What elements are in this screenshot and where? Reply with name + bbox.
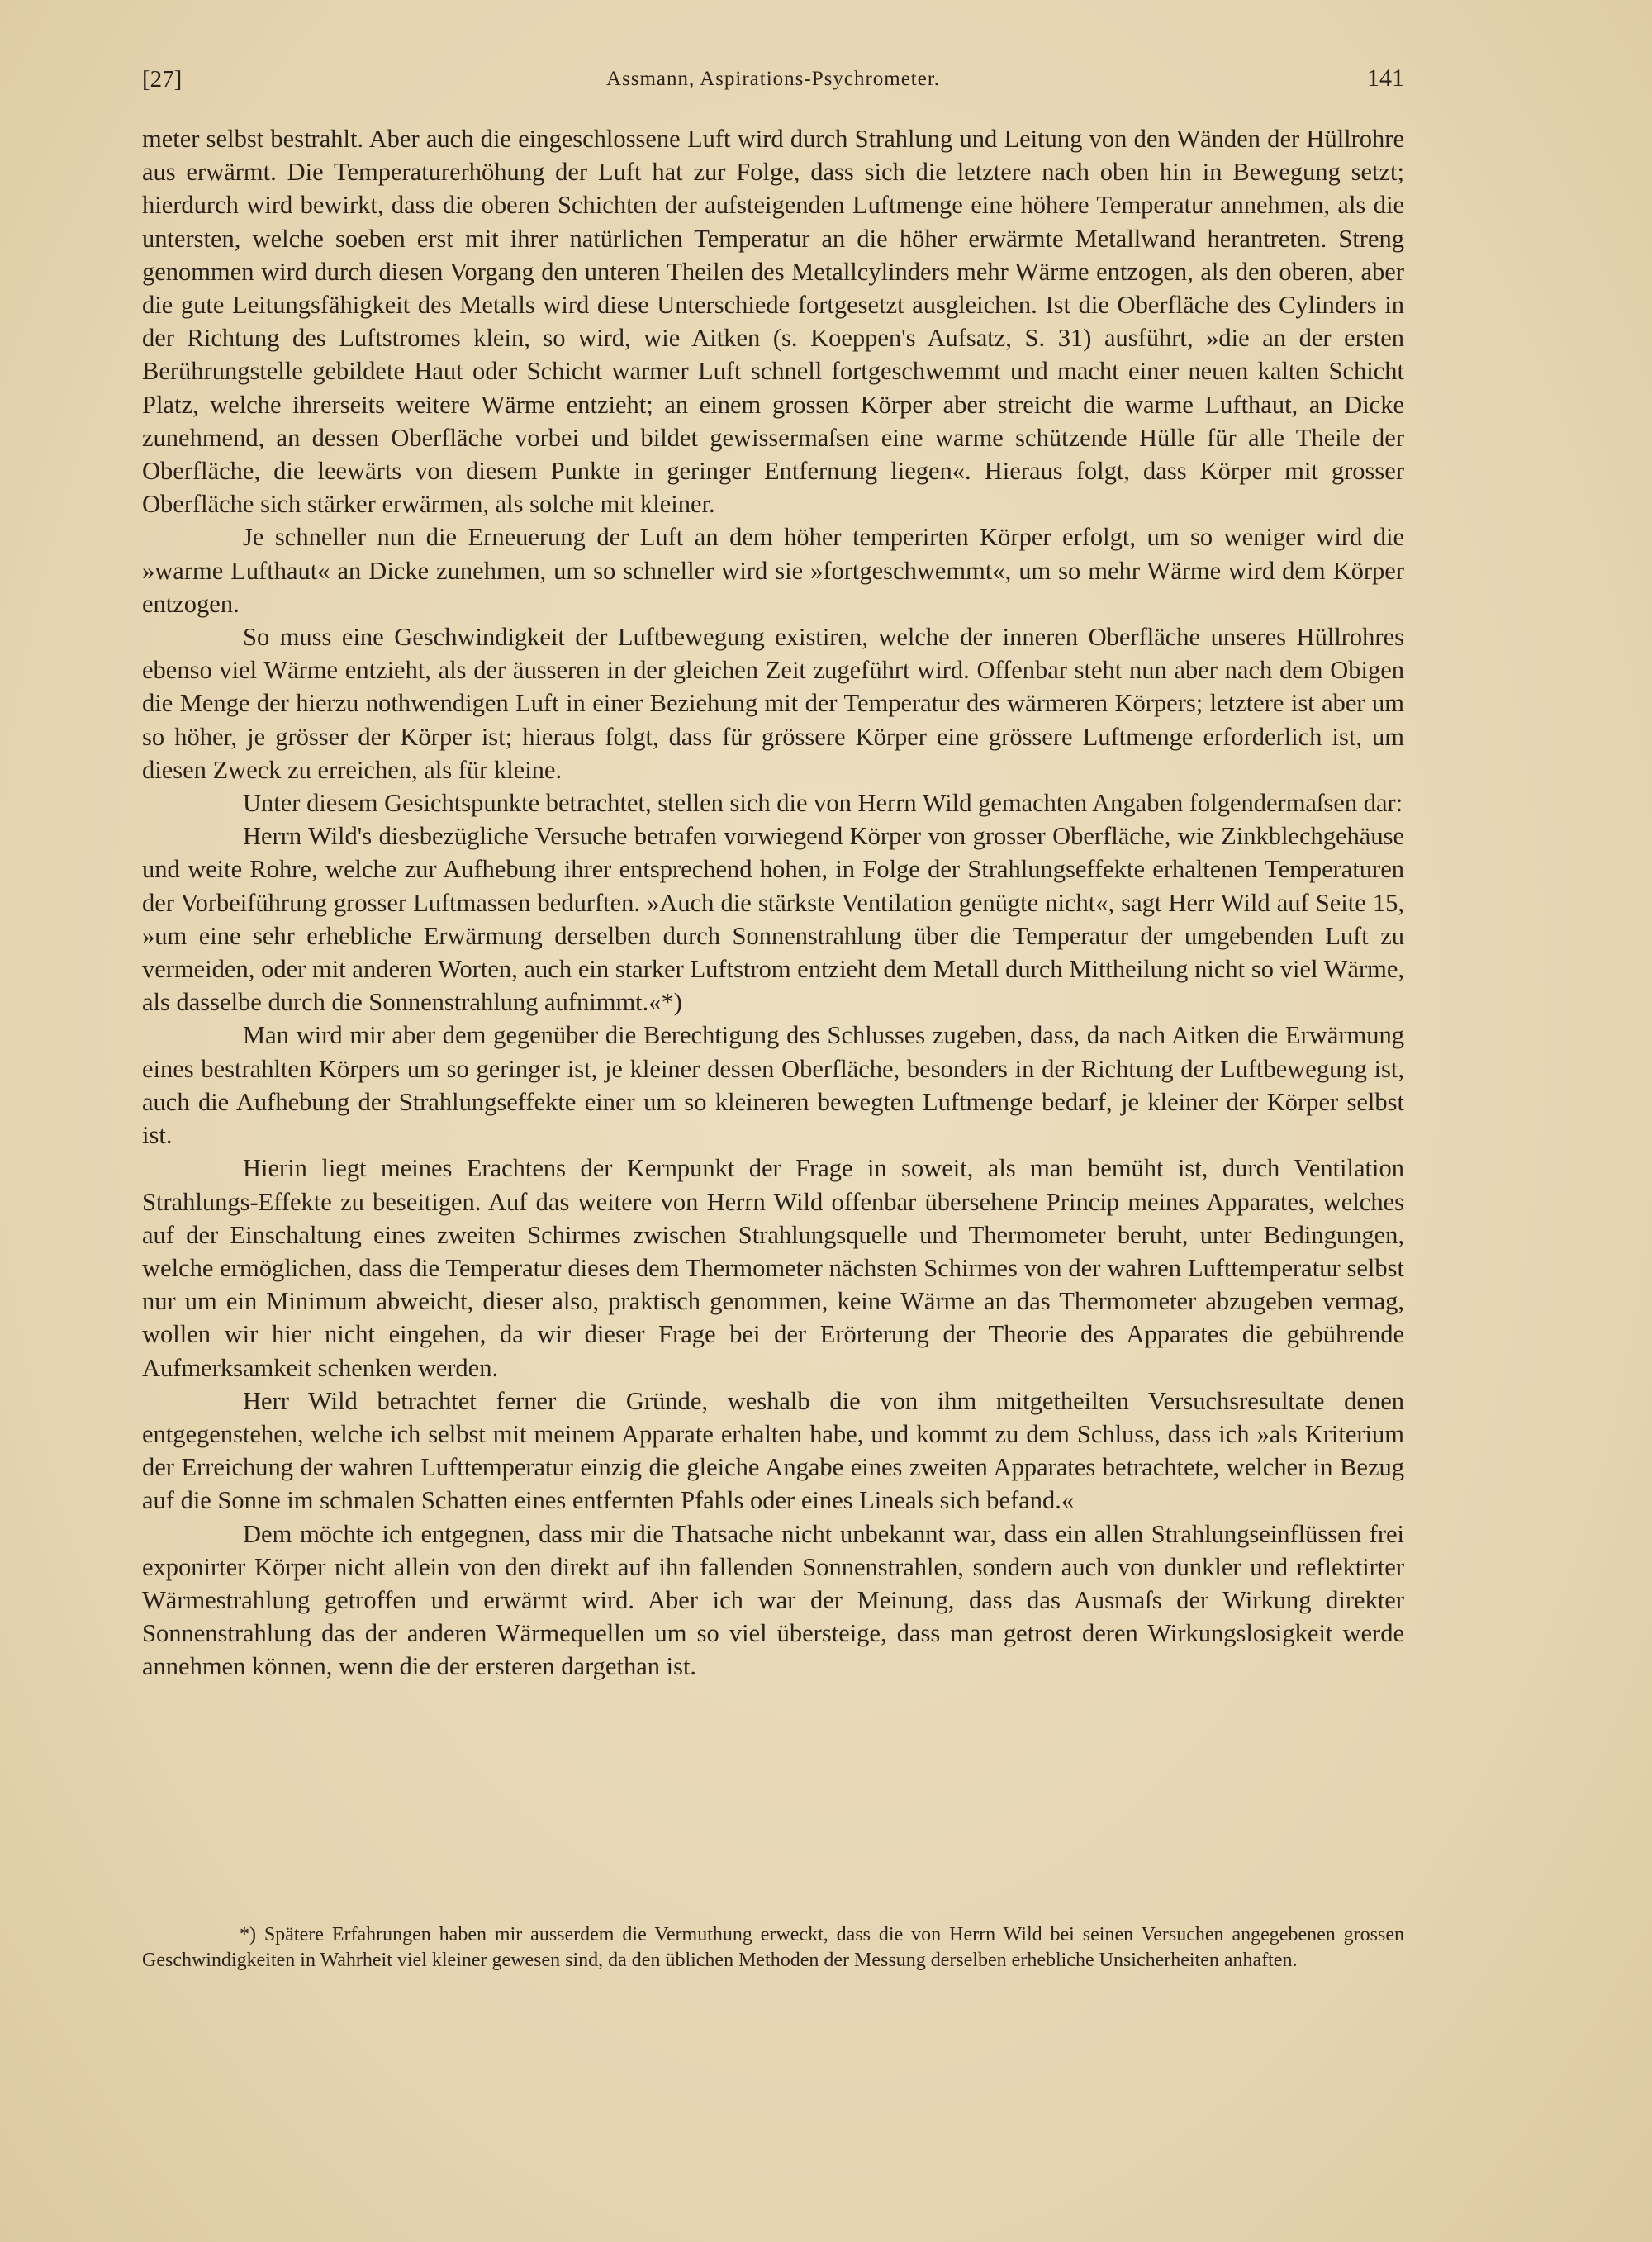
page-reference: [27]: [142, 66, 183, 93]
page-number: 141: [1367, 64, 1404, 92]
paragraph-continued: meter selbst bestrahlt. Aber auch die eingeschlossene Luft wird durch Strahlung und Leitung von den Wänden der Hüllrohre aus erwärmt. Die Temperaturerhöhung der Luft hat zur Folge, dass sich die letztere nach oben hin in Bewegung setzt; hierdurch wird bewirkt, dass die oberen Schichten der aufsteigenden Luftmenge eine höhere Temperatur annehmen, als die untersten, welche soeben erst mit ihrer natürlichen Temperatur an die höher erwärmte Metallwand herantreten. Streng genommen wird durch diesen Vorgang den unteren Theilen des Metallcylinders mehr Wärme entzogen, als den oberen, aber die gute Leitungsfähigkeit des Metalls wird diese Unterschiede fortgesetzt ausgleichen. Ist die Oberfläche des Cylinders in der Richtung des Luftstromes klein, so wird, wie Aitken (s. Koeppen's Aufsatz, S. 31) ausführt, »die an der ersten Berührungstelle gebildete Haut oder Schicht warmer Luft schnell fortgeschwemmt und macht einer neuen kalten Schicht Platz, welche ihrerseits weitere Wärme entzieht; an einem grossen Körper aber streicht die warme Lufthaut, an Dicke zunehmend, an dessen Oberfläche vorbei und bildet gewissermaſsen eine warme schützende Hülle für alle Theile der Oberfläche, die leewärts von diesem Punkte in geringer Entfernung liegen«. Hieraus folgt, dass Körper mit grosser Oberfläche sich stärker erwärmen, als solche mit kleiner.: [142, 125, 1404, 519]
paragraph: Herr Wild betrachtet ferner die Gründe, weshalb die von ihm mitgetheilten Versuchsresultate denen entgegenstehen, welche ich selbst mit meinem Apparate erhalten habe, und kommt zu dem Schluss, dass ich »als Kriterium der Erreichung der wahren Lufttemperatur einzig die gleiche Angabe eines zweiten Apparates betrachtete, welcher in Bezug auf die Sonne im schmalen Schatten eines entfernten Pfahls oder eines Lineals sich befand.«: [142, 1386, 1404, 1515]
running-title: Assmann, Aspirations-Psychrometer.: [605, 68, 941, 90]
footnote: [142, 1922, 1404, 1973]
paragraph: Hierin liegt meines Erachtens der Kernpunkt der Frage in soweit, als man bemüht ist, durch Ventilation Strahlungs-Effekte zu beseitigen. Auf das weitere von Herrn Wild offenbar übersehene Princip meines Apparates, welches auf der Einschaltung eines zweiten Schirmes zwischen Strahlungsquelle und Thermometer beruht, unter Bedingungen, welche ermöglichen, dass die Temperatur dieses dem Thermometer nächsten Schirmes von der wahren Lufttemperatur selbst nur um ein Minimum abweicht, dieser also, praktisch genommen, keine Wärme an das Thermometer abzugeben vermag, wollen wir hier nicht eingehen, da wir dieser Frage bei der Erörterung der Theorie des Apparates die gebührende Aufmerksamkeit schenken werden.: [142, 1154, 1404, 1382]
footnote-text: *) Spätere Erfahrungen haben mir ausserdem die Vermuthung erweckt, dass die von Herrn Wild bei seinen Versuchen angegebenen grossen Geschwindigkeiten in Wahrheit viel kleiner gewesen sind, da den üblichen Methoden der Messung derselben erhebliche Unsicherheiten anhaften.: [142, 1924, 1404, 1971]
paragraph: Dem möchte ich entgegnen, dass mir die Thatsache nicht unbekannt war, dass ein allen Strahlungseinflüssen frei exponirter Körper nicht allein von den direkt auf ihn fallenden Sonnenstrahlen, sondern auch von dunkler und reflektirter Wärmestrahlung getroffen und erwärmt wird. Aber ich war der Meinung, dass das Ausmaſs der Wirkung direkter Sonnenstrahlung das der anderen Wärmequellen um so viel übersteige, dass man getrost deren Wirkungslosigkeit werde annehmen können, wenn die der ersteren dargethan ist.: [142, 1519, 1404, 1681]
body-text: [142, 122, 1404, 1684]
paragraph: Herrn Wild's diesbezügliche Versuche betrafen vorwiegend Körper von grosser Oberfläche, wie Zinkblechgehäuse und weite Rohre, welche zur Aufhebung ihrer entsprechend hohen, in Folge der Strahlungseffekte erhaltenen Temperaturen der Vorbeiführung grosser Luftmassen bedurften. »Auch die stärkste Ventilation genügte nicht«, sagt Herr Wild auf Seite 15, »um eine sehr erhebliche Erwärmung derselben durch Sonnenstrahlung über die Temperatur der umgebenden Luft zu vermeiden, oder mit anderen Worten, auch ein starker Luftstrom entzieht dem Metall durch Mittheilung nicht so viel Wärme, als dasselbe durch die Sonnenstrahlung aufnimmt.«*): [142, 822, 1404, 1017]
running-header: [142, 61, 1404, 102]
paragraph: Unter diesem Gesichtspunkte betrachtet, stellen sich die von Herrn Wild gemachten Angaben folgendermaſsen dar:: [243, 789, 1403, 818]
paragraph: So muss eine Geschwindigkeit der Luftbewegung existiren, welche der inneren Oberfläche unseres Hüllrohres ebenso viel Wärme entzieht, als der äusseren in der gleichen Zeit zugeführt wird. Offenbar steht nun aber nach dem Obigen die Menge der hierzu nothwendigen Luft in einer Beziehung mit der Temperatur des wärmeren Körpers; letztere ist aber um so höher, je grösser der Körper ist; hieraus folgt, dass für grössere Körper eine grössere Luftmenge erforderlich ist, um diesen Zweck zu erreichen, als für kleine.: [142, 623, 1404, 784]
paragraph: Man wird mir aber dem gegenüber die Berechtigung des Schlusses zugeben, dass, da nach Aitken die Erwärmung eines bestrahlten Körpers um so geringer ist, je kleiner dessen Oberfläche, besonders in der Richtung der Luftbewegung ist, auch die Aufhebung der Strahlungseffekte einer um so kleineren bewegten Luftmenge bedarf, je kleiner der Körper selbst ist.: [142, 1021, 1404, 1150]
paragraph: Je schneller nun die Erneuerung der Luft an dem höher temperirten Körper erfolgt, um so weniger wird die »warme Lufthaut« an Dicke zunehmen, um so schneller wird sie »fortgeschwemmt«, um so mehr Wärme wird dem Körper entzogen.: [142, 523, 1404, 618]
